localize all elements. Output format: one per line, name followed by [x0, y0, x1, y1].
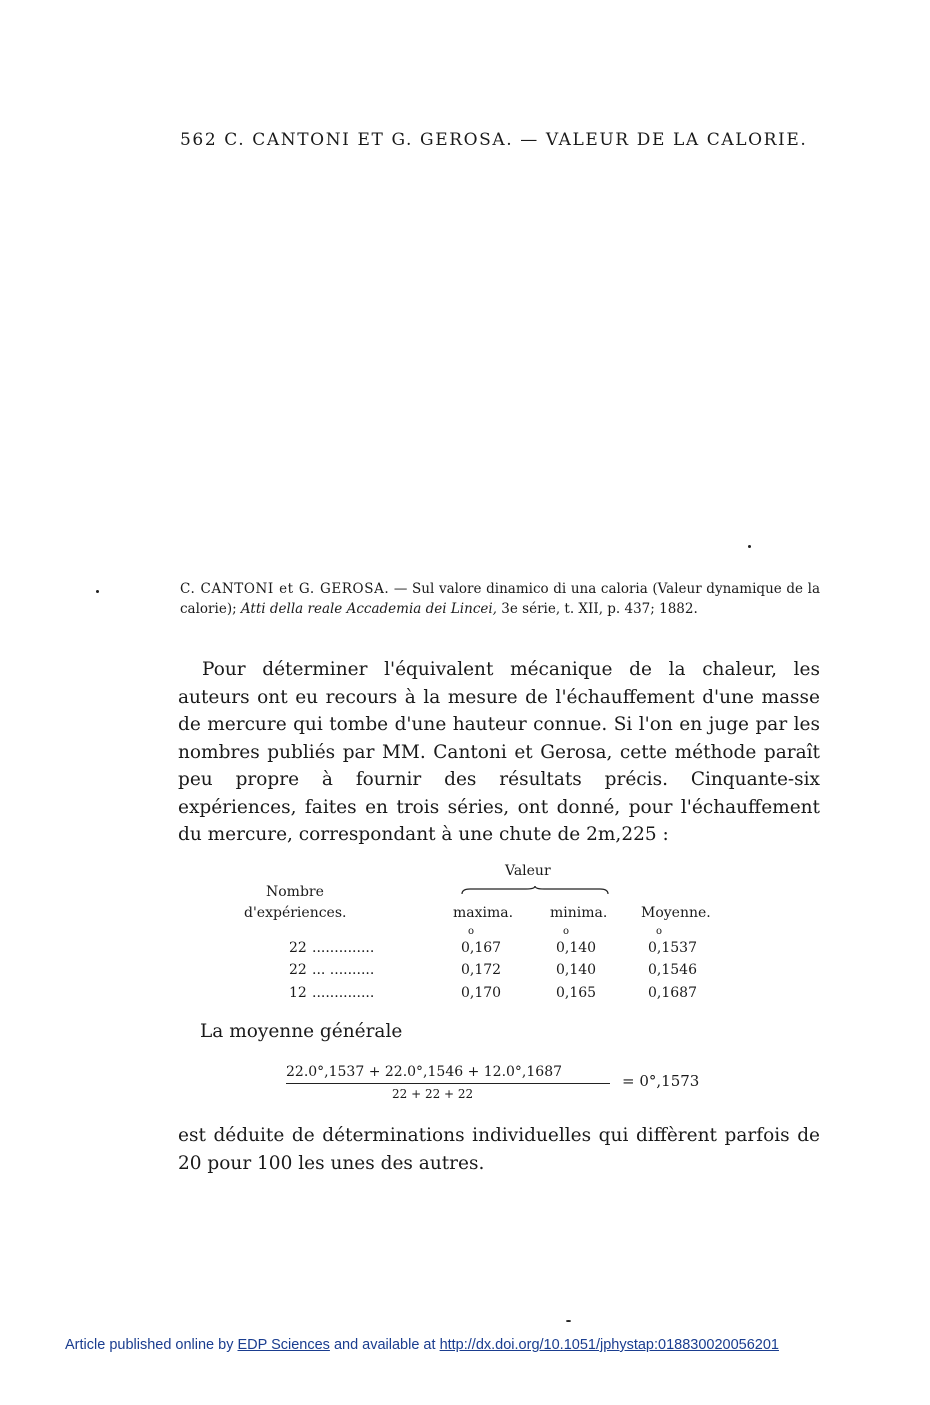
bibliographic-reference — [180, 580, 820, 619]
table-col-mean: Moyenne. — [641, 905, 711, 921]
fraction-bar — [286, 1083, 610, 1084]
table-group-header: Valeur — [505, 863, 551, 879]
table-row-mean: 0,1687 — [648, 985, 697, 1001]
table-row-count: 22 — [289, 962, 307, 978]
table-row-leader: .............. — [312, 985, 375, 1001]
table-row-mean: 0,1546 — [648, 962, 697, 978]
footer-doi-link[interactable]: http://dx.doi.org/10.1051/jphystap:018830020056201 — [439, 1337, 779, 1353]
formula-numerator: 22.0°,1537 + 22.0°,1546 + 12.0°,1687 — [286, 1064, 563, 1080]
table-row-min: 0,140 — [556, 940, 597, 956]
degree-mark: o — [563, 926, 570, 937]
table-row-count: 12 — [289, 985, 307, 1001]
degree-mark: o — [468, 926, 475, 937]
print-speck — [96, 590, 99, 593]
degree-mark: o — [656, 926, 663, 937]
footer-publisher-link[interactable]: EDP Sciences — [237, 1337, 330, 1353]
average-label: La moyenne générale — [200, 1021, 403, 1042]
table-row-min: 0,165 — [556, 985, 597, 1001]
table-row-max: 0,167 — [461, 940, 502, 956]
formula-result: = 0°,1573 — [622, 1072, 700, 1090]
table-row-max: 0,172 — [461, 962, 502, 978]
table-row-leader: ... .......... — [312, 962, 375, 978]
conclusion-paragraph: est déduite de déterminations individuelles qui diffèrent parfois de 20 pour 100 les unes des autres. — [178, 1125, 820, 1174]
table-col-max: maxima. — [453, 905, 514, 921]
table-row-min: 0,140 — [556, 962, 597, 978]
footer-note — [65, 1337, 779, 1353]
print-speck — [748, 545, 751, 548]
reference-journal: Atti della reale Accademia dei Lincei, — [240, 600, 497, 617]
body-paragraph-text: Pour déterminer l'équivalent mécanique de la chaleur, les auteurs ont eu recours à la mesure de l'échauffement d'une masse de mercure qui tombe d'une hauteur connue. Si l'on en juge par les nombres publiés par MM. Cantoni et Gerosa, cette méthode paraît peu propre à fournir des résultats précis. Cinquante-six expériences, faites en trois séries, ont donné, pour l'échauffement du mercure, correspondant à une chute de 2m,225 : — [178, 659, 820, 845]
footer-prefix: Article published online by — [65, 1337, 238, 1353]
reference-authors: C. CANTONI et G. GEROSA. — [180, 581, 390, 597]
reference-title: — Sul valore dinamico di una caloria (Valeur dynamique de la calorie); — [180, 581, 820, 617]
table-count-header: Nombre — [266, 884, 324, 900]
table-row-mean: 0,1537 — [648, 940, 697, 956]
table-col-min: minima. — [550, 905, 608, 921]
brace-icon — [460, 886, 610, 896]
footer-middle: and available at — [329, 1337, 440, 1353]
table-row-leader: .............. — [312, 940, 375, 956]
running-header: 562 C. CANTONI ET G. GEROSA. — VALEUR DE LA CALORIE. — [180, 130, 808, 150]
body-paragraph — [178, 656, 820, 849]
formula-denominator: 22 + 22 + 22 — [392, 1087, 474, 1101]
table-row-max: 0,170 — [461, 985, 502, 1001]
table-count-header-2: d'expériences. — [244, 905, 347, 921]
print-speck — [566, 1320, 571, 1322]
table-row-count: 22 — [289, 940, 307, 956]
reference-details: 3e série, t. XII, p. 437; 1882. — [496, 600, 698, 617]
